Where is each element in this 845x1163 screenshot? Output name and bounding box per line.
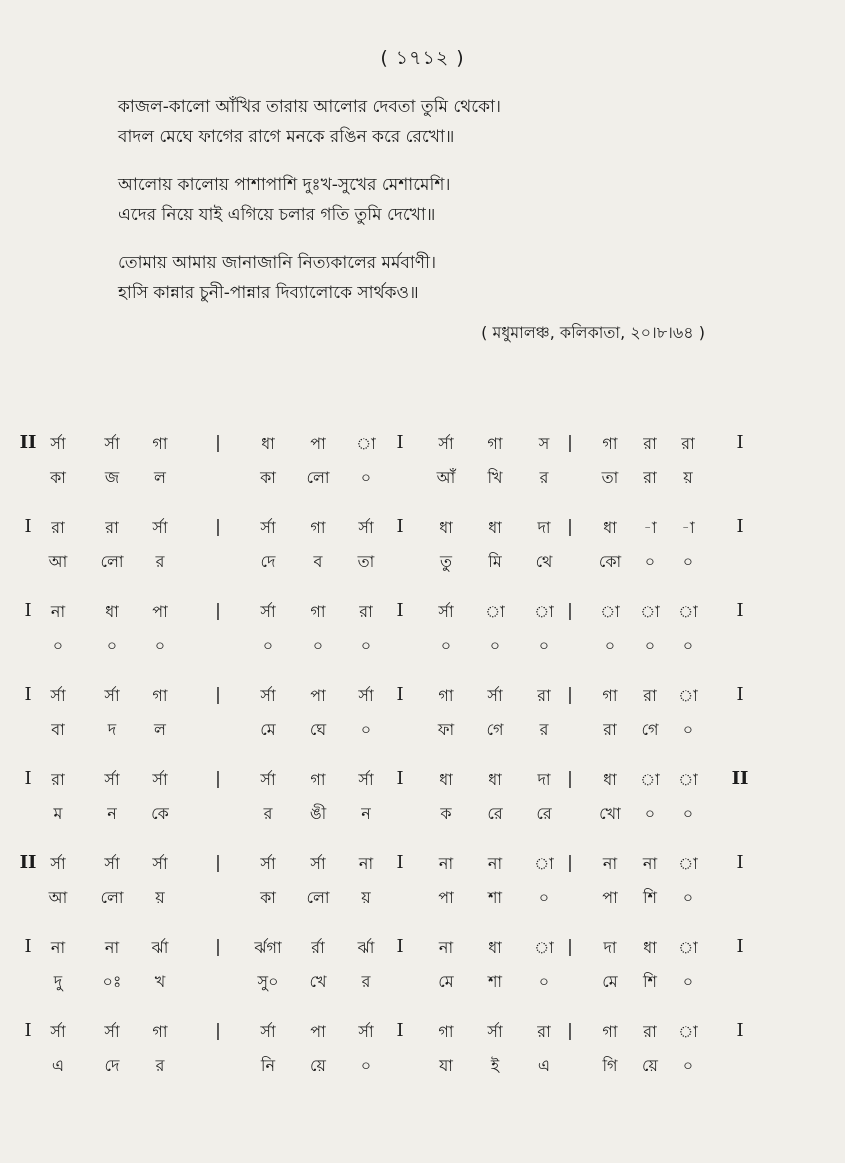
swar-note: রা: [643, 1022, 657, 1041]
swar-note: রা: [537, 1022, 551, 1041]
bar-line-mid: I: [396, 600, 404, 621]
bar-line-start: I: [24, 1020, 32, 1041]
swar-note: না: [438, 938, 454, 957]
beat-divider: |: [215, 1021, 221, 1041]
beat-divider: |: [215, 853, 221, 873]
lyric-syllable: ০: [682, 552, 694, 571]
swar-note: পা: [310, 686, 326, 705]
swar-note: দা: [537, 770, 551, 789]
swar-note: া: [534, 602, 554, 621]
swar-note: া: [534, 854, 554, 873]
swar-note: র্সা: [50, 854, 66, 873]
bar-line-start: I: [24, 516, 32, 537]
lyric-syllable: ০: [538, 972, 550, 991]
lyric-syllable: ফা: [437, 720, 455, 739]
swar-note: ধা: [603, 770, 617, 789]
beat-divider: |: [215, 433, 221, 453]
beat-divider: |: [567, 1021, 573, 1041]
poem-line: কাজল-কালো আঁখির তারায় আলোর দেবতা তুমি থেকো।: [118, 97, 501, 117]
lyric-syllable: ০ঃ: [102, 972, 122, 991]
swar-note: ধা: [105, 602, 119, 621]
lyric-syllable: ০: [538, 636, 550, 655]
lyric-syllable: ০: [106, 636, 118, 655]
lyric-syllable: ০: [154, 636, 166, 655]
lyric-syllable: লো: [100, 552, 124, 571]
swar-note: া: [678, 1022, 698, 1041]
lyric-syllable: খো: [599, 804, 621, 823]
lyric-syllable: র: [361, 972, 371, 991]
bar-line-end: I: [736, 936, 744, 957]
swar-note: ধা: [488, 518, 502, 537]
lyric-syllable: মে: [438, 972, 454, 991]
lyric-syllable: ০: [360, 636, 372, 655]
beat-divider: |: [567, 769, 573, 789]
swar-note: র্সা: [260, 770, 276, 789]
lyric-syllable: দ: [107, 720, 117, 739]
swar-note: র্সা: [438, 434, 454, 453]
swar-note: রা: [105, 518, 119, 537]
lyric-syllable: জ: [104, 468, 120, 487]
notation-row: [0, 677, 845, 761]
swar-note: র্সা: [358, 770, 374, 789]
lyric-syllable: পা: [438, 888, 454, 907]
lyric-syllable: ল: [154, 720, 166, 739]
lyric-syllable: খি: [487, 468, 503, 487]
source-citation: ( মধুমালঞ্চ, কলিকাতা, ২০।৮।৬৪ ): [481, 323, 705, 342]
lyric-syllable: শা: [487, 888, 503, 907]
lyric-syllable: ঘে: [309, 720, 327, 739]
swar-note: গা: [438, 1022, 454, 1041]
swar-note: গা: [438, 686, 454, 705]
poem-line: তোমায় আমায় জানাজানি নিত্যকালের মর্মবাণী।: [118, 253, 437, 273]
lyric-syllable: ০: [538, 888, 550, 907]
lyric-syllable: দে: [260, 552, 276, 571]
lyric-syllable: এ: [537, 1056, 551, 1075]
swar-note: গা: [310, 602, 326, 621]
swar-note: র্সা: [50, 434, 66, 453]
swar-note: ধা: [603, 518, 617, 537]
swar-note: রা: [51, 770, 65, 789]
swar-note: গা: [487, 434, 503, 453]
beat-divider: |: [567, 433, 573, 453]
lyric-syllable: যা: [439, 1056, 453, 1075]
bar-line-mid: I: [396, 684, 404, 705]
lyric-syllable: গে: [641, 720, 659, 739]
lyric-syllable: ০: [360, 720, 372, 739]
bar-line-mid: I: [396, 432, 404, 453]
poem-stanza: [118, 248, 758, 308]
lyric-syllable: শা: [487, 972, 503, 991]
lyric-syllable: ০: [682, 720, 694, 739]
lyric-syllable: সু০: [257, 972, 279, 991]
lyric-syllable: ০: [262, 636, 274, 655]
lyric-syllable: ০: [360, 1056, 372, 1075]
swar-note: রা: [643, 686, 657, 705]
swar-note: রা: [51, 518, 65, 537]
bar-line-mid: I: [396, 768, 404, 789]
beat-divider: |: [215, 937, 221, 957]
lyric-syllable: গে: [486, 720, 504, 739]
lyric-syllable: ০: [644, 636, 656, 655]
lyric-syllable: ০: [360, 468, 372, 487]
lyric-syllable: লো: [306, 468, 330, 487]
lyric-syllable: রা: [643, 468, 657, 487]
swar-note: গা: [602, 434, 618, 453]
lyric-syllable: থে: [535, 552, 553, 571]
lyric-syllable: কা: [260, 468, 276, 487]
lyric-syllable: য়ে: [310, 1056, 326, 1075]
notation-row: [0, 509, 845, 593]
swar-note: দা: [603, 938, 617, 957]
lyric-syllable: আ: [48, 888, 68, 907]
lyric-syllable: য়ে: [642, 1056, 658, 1075]
swar-note: পা: [310, 434, 326, 453]
lyric-syllable: নি: [260, 1056, 276, 1075]
lyric-syllable: খ: [154, 972, 166, 991]
swar-note: া: [678, 854, 698, 873]
beat-divider: |: [567, 685, 573, 705]
beat-divider: |: [215, 685, 221, 705]
lyric-syllable: পা: [602, 888, 618, 907]
swar-note: ধা: [488, 770, 502, 789]
lyric-syllable: ০: [604, 636, 616, 655]
bar-line-start: II: [19, 852, 37, 873]
beat-divider: |: [567, 937, 573, 957]
swar-note: রা: [537, 686, 551, 705]
swar-note: র্ঝা: [357, 938, 375, 957]
swar-note: র্সা: [358, 1022, 374, 1041]
lyric-syllable: ০: [440, 636, 452, 655]
lyric-syllable: ০: [52, 636, 64, 655]
bar-line-end: I: [736, 600, 744, 621]
swar-note: া: [678, 770, 698, 789]
swar-note: া: [640, 602, 660, 621]
swar-note: া: [356, 434, 376, 453]
swar-note: না: [602, 854, 618, 873]
notation-row: [0, 761, 845, 845]
bar-line-end: I: [736, 432, 744, 453]
swar-note: পা: [310, 1022, 326, 1041]
lyric-syllable: ই: [490, 1056, 500, 1075]
lyric-syllable: রা: [603, 720, 617, 739]
bar-line-mid: I: [396, 852, 404, 873]
bar-line-mid: I: [396, 1020, 404, 1041]
swar-note: র্সা: [310, 854, 326, 873]
swar-note: া: [485, 602, 505, 621]
swar-note: র্রা: [311, 938, 325, 957]
lyric-syllable: কা: [50, 468, 66, 487]
swaralipi-notation: [0, 425, 845, 1097]
swar-note: া: [534, 938, 554, 957]
lyric-syllable: ০: [682, 636, 694, 655]
poem-stanza: [118, 92, 758, 152]
lyric-syllable: ০: [682, 1056, 694, 1075]
lyric-syllable: দু: [53, 972, 63, 991]
lyric-syllable: ০: [682, 888, 694, 907]
lyric-syllable: র: [263, 804, 273, 823]
lyric-syllable: ল: [154, 468, 166, 487]
lyric-syllable: রে: [536, 804, 552, 823]
lyric-syllable: ন: [361, 804, 371, 823]
beat-divider: |: [567, 853, 573, 873]
lyric-syllable: গি: [602, 1056, 618, 1075]
swar-note: র্সা: [358, 518, 374, 537]
swar-note: ধা: [488, 938, 502, 957]
swar-note: া: [678, 686, 698, 705]
swar-note: না: [487, 854, 503, 873]
swar-note: না: [358, 854, 374, 873]
notation-row: [0, 425, 845, 509]
lyric-syllable: ক: [440, 804, 452, 823]
swar-note: স: [538, 434, 550, 453]
lyric-syllable: ০: [682, 972, 694, 991]
swar-note: না: [438, 854, 454, 873]
swar-note: র্সা: [104, 854, 120, 873]
lyric-syllable: ঙী: [309, 804, 327, 823]
swar-note: র্সা: [104, 686, 120, 705]
lyric-syllable: ব: [313, 552, 323, 571]
swar-note: গা: [602, 1022, 618, 1041]
poem-stanza: [118, 170, 758, 230]
swar-note: র্সা: [104, 1022, 120, 1041]
swar-note: না: [642, 854, 658, 873]
lyric-syllable: কা: [260, 888, 276, 907]
swar-note: ধা: [439, 518, 453, 537]
swar-note: র্সা: [260, 602, 276, 621]
lyric-syllable: ০: [644, 804, 656, 823]
swar-note: রা: [681, 434, 695, 453]
lyric-syllable: লো: [306, 888, 330, 907]
lyric-syllable: শি: [642, 888, 658, 907]
bar-line-mid: I: [396, 516, 404, 537]
swar-note: না: [50, 938, 66, 957]
bar-line-end: I: [736, 516, 744, 537]
lyric-syllable: তা: [601, 468, 619, 487]
lyric-syllable: তা: [357, 552, 375, 571]
swar-note: না: [50, 602, 66, 621]
swar-note: র্সা: [104, 434, 120, 453]
lyric-syllable: কে: [151, 804, 169, 823]
bar-line-end: I: [736, 684, 744, 705]
lyric-syllable: ০: [682, 804, 694, 823]
lyric-syllable: মে: [602, 972, 618, 991]
swar-note: র্সা: [50, 686, 66, 705]
lyric-syllable: ০: [644, 552, 656, 571]
notation-row: [0, 1013, 845, 1097]
bar-line-mid: I: [396, 936, 404, 957]
swar-note: র্ঝগা: [254, 938, 282, 957]
swar-note: র্সা: [438, 602, 454, 621]
lyric-syllable: মে: [260, 720, 276, 739]
swar-note: র্সা: [260, 518, 276, 537]
lyric-syllable: বা: [51, 720, 65, 739]
lyric-syllable: র: [155, 1056, 165, 1075]
swar-note: র্সা: [260, 854, 276, 873]
swar-note: র্সা: [152, 518, 168, 537]
beat-divider: |: [215, 769, 221, 789]
swar-note: রা: [359, 602, 373, 621]
lyric-syllable: মি: [488, 552, 502, 571]
swar-note: গা: [152, 434, 168, 453]
notation-row: [0, 593, 845, 677]
beat-divider: |: [215, 517, 221, 537]
lyric-syllable: র: [539, 720, 549, 739]
swar-note: ধা: [261, 434, 275, 453]
swar-note: -া: [681, 518, 695, 537]
bar-line-start: I: [24, 600, 32, 621]
swar-note: া: [600, 602, 620, 621]
swar-note: গা: [602, 686, 618, 705]
bar-line-start: II: [19, 432, 37, 453]
swar-note: গা: [310, 770, 326, 789]
lyric-syllable: লো: [100, 888, 124, 907]
notation-row: [0, 929, 845, 1013]
bar-line-end: II: [731, 768, 749, 789]
swar-note: র্সা: [260, 686, 276, 705]
swar-note: গা: [152, 686, 168, 705]
beat-divider: |: [215, 601, 221, 621]
lyric-syllable: খে: [309, 972, 327, 991]
lyric-syllable: শি: [642, 972, 658, 991]
lyric-syllable: ০: [312, 636, 324, 655]
poem-line: আলোয় কালোয় পাশাপাশি দুঃখ-সুখের মেশামেশি।: [118, 175, 451, 195]
swar-note: র্সা: [487, 1022, 503, 1041]
swar-note: র্সা: [104, 770, 120, 789]
poem-line: বাদল মেঘে ফাগের রাগে মনকে রঙিন করে রেখো॥: [118, 127, 455, 147]
lyric-syllable: ০: [489, 636, 501, 655]
poem-line: হাসি কান্নার চুনী-পান্নার দিব্যালোকে সার্থকও॥: [118, 283, 419, 303]
swar-note: র্সা: [260, 1022, 276, 1041]
swar-note: দা: [537, 518, 551, 537]
poem-line: এদের নিয়ে যাই এগিয়ে চলার গতি তুমি দেখো॥: [118, 205, 436, 225]
swar-note: রা: [643, 434, 657, 453]
swar-note: পা: [152, 602, 168, 621]
notation-row: [0, 845, 845, 929]
lyric-syllable: র: [539, 468, 549, 487]
swar-note: া: [678, 602, 698, 621]
lyric-syllable: কো: [598, 552, 622, 571]
swar-note: র্সা: [358, 686, 374, 705]
lyric-syllable: ম: [53, 804, 63, 823]
swar-note: ধা: [439, 770, 453, 789]
swar-note: র্সা: [152, 854, 168, 873]
swar-note: র্সা: [152, 770, 168, 789]
lyric-syllable: এ: [51, 1056, 65, 1075]
lyric-syllable: আ: [48, 552, 68, 571]
bar-line-start: I: [24, 768, 32, 789]
poem-lyrics: [118, 92, 758, 326]
swar-note: গা: [152, 1022, 168, 1041]
swar-note: গা: [310, 518, 326, 537]
lyric-syllable: ন: [107, 804, 117, 823]
lyric-syllable: য়: [683, 468, 693, 487]
lyric-syllable: আঁ: [436, 468, 456, 487]
lyric-syllable: তু: [439, 552, 453, 571]
swar-note: ধা: [643, 938, 657, 957]
bar-line-end: I: [736, 1020, 744, 1041]
swar-note: না: [104, 938, 120, 957]
swar-note: -া: [643, 518, 657, 537]
lyric-syllable: য়: [155, 888, 165, 907]
bar-line-end: I: [736, 852, 744, 873]
lyric-syllable: দে: [104, 1056, 120, 1075]
lyric-syllable: য়: [361, 888, 371, 907]
swar-note: র্সা: [50, 1022, 66, 1041]
lyric-syllable: রে: [487, 804, 503, 823]
bar-line-start: I: [24, 684, 32, 705]
swar-note: র্ঝা: [151, 938, 169, 957]
page-number: ( ১৭১২ ): [380, 47, 465, 69]
beat-divider: |: [567, 517, 573, 537]
swar-note: া: [640, 770, 660, 789]
swar-note: র্সা: [487, 686, 503, 705]
swar-note: া: [678, 938, 698, 957]
lyric-syllable: র: [155, 552, 165, 571]
beat-divider: |: [567, 601, 573, 621]
bar-line-start: I: [24, 936, 32, 957]
